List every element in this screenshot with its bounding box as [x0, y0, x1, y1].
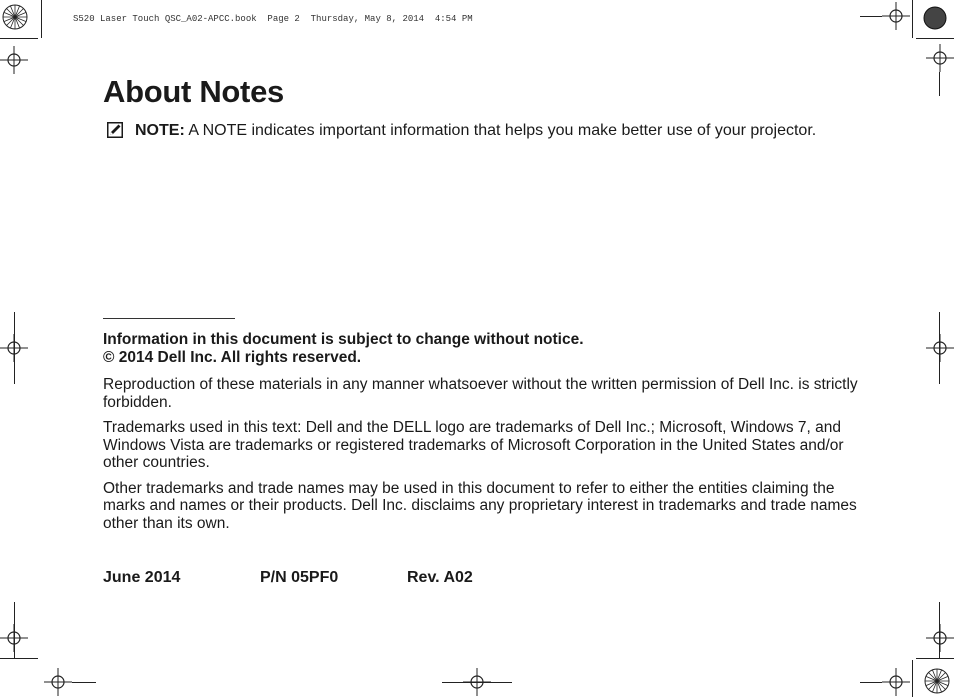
- note-text: [135, 120, 843, 141]
- footer-date: June 2014: [103, 569, 181, 586]
- change-notice: Information in this document is subject to change without notice.: [103, 331, 584, 348]
- page-title: About Notes: [103, 74, 284, 109]
- registration-mark-icon: [882, 668, 910, 696]
- crop-line-bottom-center: [442, 682, 512, 683]
- crop-line-right-3: [939, 602, 940, 658]
- note-pencil-icon: [107, 122, 123, 138]
- crop-line-bottom-right-v: [912, 660, 913, 697]
- footer-revision: Rev. A02: [407, 569, 473, 586]
- crop-line-bottom-left-h2: [72, 682, 96, 683]
- footer-part-number: P/N 05PF0: [260, 569, 339, 586]
- note-label: NOTE:: [135, 122, 185, 139]
- trademarks-paragraph: Trademarks used in this text: Dell and the DELL logo are trademarks of Dell Inc.; Microsoft, Windows 7, and Windows Vista are trademarks or registered trademarks of Microsoft Corporation in the United States and/or other countries.: [103, 419, 844, 471]
- other-trademarks-paragraph: Other trademarks and trade names may be used in this document to refer to either the entities claiming the marks and names or their products. Dell Inc. disclaims any proprietary interest in trademarks and trade names other than its own.: [103, 479, 857, 532]
- crop-line-bottom-right-h: [916, 658, 954, 659]
- crop-line-right-2: [939, 312, 940, 384]
- crop-line-top-right-v: [912, 0, 913, 38]
- starburst-mark-icon: [924, 668, 950, 694]
- footnote-divider: [103, 318, 235, 319]
- registration-mark-icon: [926, 44, 954, 72]
- crop-line-top-left: [41, 0, 42, 38]
- copyright-line: © 2014 Dell Inc. All rights reserved.: [103, 349, 362, 366]
- crop-line-top-right-h: [860, 16, 882, 17]
- crop-line-right-1: [916, 38, 954, 39]
- legal-notice: [103, 331, 863, 532]
- crop-line-right-1v: [939, 72, 940, 96]
- registration-mark-icon: [926, 334, 954, 362]
- crop-line-left-3: [14, 602, 15, 658]
- color-bar-icon: [923, 6, 947, 30]
- registration-mark-icon: [882, 2, 910, 30]
- note-body: A NOTE indicates important information that helps you make better use of your projector.: [184, 122, 817, 139]
- registration-mark-icon: [44, 668, 72, 696]
- registration-mark-icon: [0, 46, 28, 74]
- crop-line-bottom-left-h: [0, 658, 38, 659]
- crop-line-left-1: [0, 38, 38, 39]
- starburst-mark-icon: [2, 4, 28, 30]
- print-slug: S520 Laser Touch QSC_A02-APCC.book Page 2 Thursday, May 8, 2014 4:54 PM: [73, 14, 473, 24]
- crop-line-bottom-right: [860, 682, 882, 683]
- crop-line-left-2: [14, 312, 15, 384]
- reproduction-paragraph: Reproduction of these materials in any manner whatsoever without the written permission of Dell Inc. is strictly forbidden.: [103, 376, 858, 411]
- registration-mark-icon: [926, 624, 954, 652]
